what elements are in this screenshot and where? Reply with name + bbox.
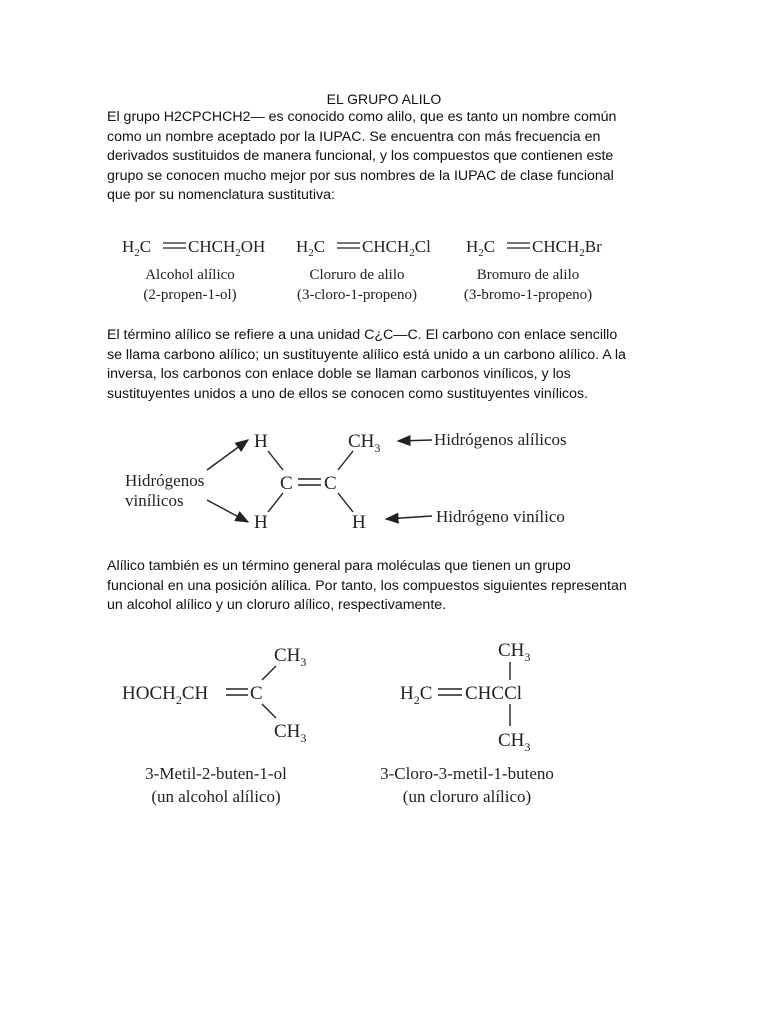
svg-text:CH3: $CH_3$: [274, 721, 307, 745]
compound-iupac-1: (2-propen-1-ol): [143, 287, 237, 303]
compound-name-2: Cloruro de alilo: [309, 267, 405, 283]
svg-text:H: H: [352, 512, 366, 533]
page-title: EL GRUPO ALILO: [326, 91, 442, 107]
paragraph-intro: El grupo H2CPCHCH2— es conocido como alilo, que es tanto un nombre común como un nombre aceptado por la IUPAC. Se encuentra con más frecuencia en derivados sustituidos de manera funcional, y los compuestos que contienen este grupo se conocen mucho mejor por sus nombres de la IUPAC de clase funcional que por su nomenclatura sustitutiva:: [107, 109, 617, 203]
svg-text:CH3: $CH_3$: [274, 645, 307, 669]
paragraph-allylic-general: Alílico también es un término general para moléculas que tienen un grupo funcional en una posición alílica. Por tanto, los compuestos siguientes representan un alcohol alílico y un cloruro alílico, respectivamente.: [107, 558, 627, 613]
formula-allyl-chloride: $H_2C$: [296, 237, 326, 259]
svg-text:H: H: [254, 512, 268, 533]
svg-text:HOCH2CH: $HOCH_2CH$: [122, 683, 209, 707]
formula-allyl-alcohol: $H_2C$: [122, 237, 152, 259]
svg-text:CHCCl: CHCCl: [465, 683, 523, 704]
compound-iupac-2: (3-cloro-1-propeno): [297, 287, 417, 303]
compound-desc-allylic-alcohol: (un alcohol alílico): [151, 787, 281, 806]
svg-text:CHCH2Cl: $CHCH_2Cl$: [362, 237, 431, 259]
compound-name-methylbutenol: 3-Metil-2-buten-1-ol: [145, 764, 287, 783]
compound-name-1: Alcohol alílico: [145, 267, 235, 283]
label-vinylic-hydrogens-2: vinílicos: [125, 491, 184, 510]
compound-iupac-3: (3-bromo-1-propeno): [463, 287, 593, 303]
label-vinylic-hydrogens-1: Hidrógenos: [125, 471, 205, 490]
svg-text:CH3: $CH_3$: [498, 640, 531, 664]
svg-text:H2C: $H_2C$: [400, 683, 433, 707]
compound-name-3: Bromuro de alilo: [476, 267, 580, 283]
svg-text:CH3: $CH_3$: [348, 431, 381, 455]
svg-text:H: H: [254, 431, 268, 452]
label-vinylic-hydrogen: Hidrógeno vinílico: [436, 507, 565, 526]
svg-text:CH3: $CH_3$: [498, 730, 531, 754]
compound-desc-allylic-chloride: (un cloruro alílico): [402, 787, 532, 806]
svg-text:CHCH2Br: $CHCH_2Br$: [532, 237, 602, 259]
paragraph-allylic-term: El término alílico se refiere a una unidad C¿C—C. El carbono con enlace sencillo se llama carbono alílico; un sustituyente alílico está unido a un carbono alílico. A la inversa, los carbonos con enlace doble se llaman carbonos vinílicos, y los sustituyentes unidos a uno de ellos se conocen como sustituyentes vinílicos.: [107, 327, 626, 402]
svg-text:C: C: [280, 473, 293, 494]
compound-name-chloromethylbutene: 3-Cloro-3-metil-1-buteno: [380, 764, 554, 783]
svg-text:C: C: [324, 473, 337, 494]
formula-allyl-bromide: $H_2C$: [466, 237, 496, 259]
label-allylic-hydrogens: Hidrógenos alílicos: [434, 430, 567, 449]
svg-text:CHCH2OH: $CHCH_2OH$: [188, 237, 266, 259]
svg-text:C: C: [250, 683, 263, 704]
